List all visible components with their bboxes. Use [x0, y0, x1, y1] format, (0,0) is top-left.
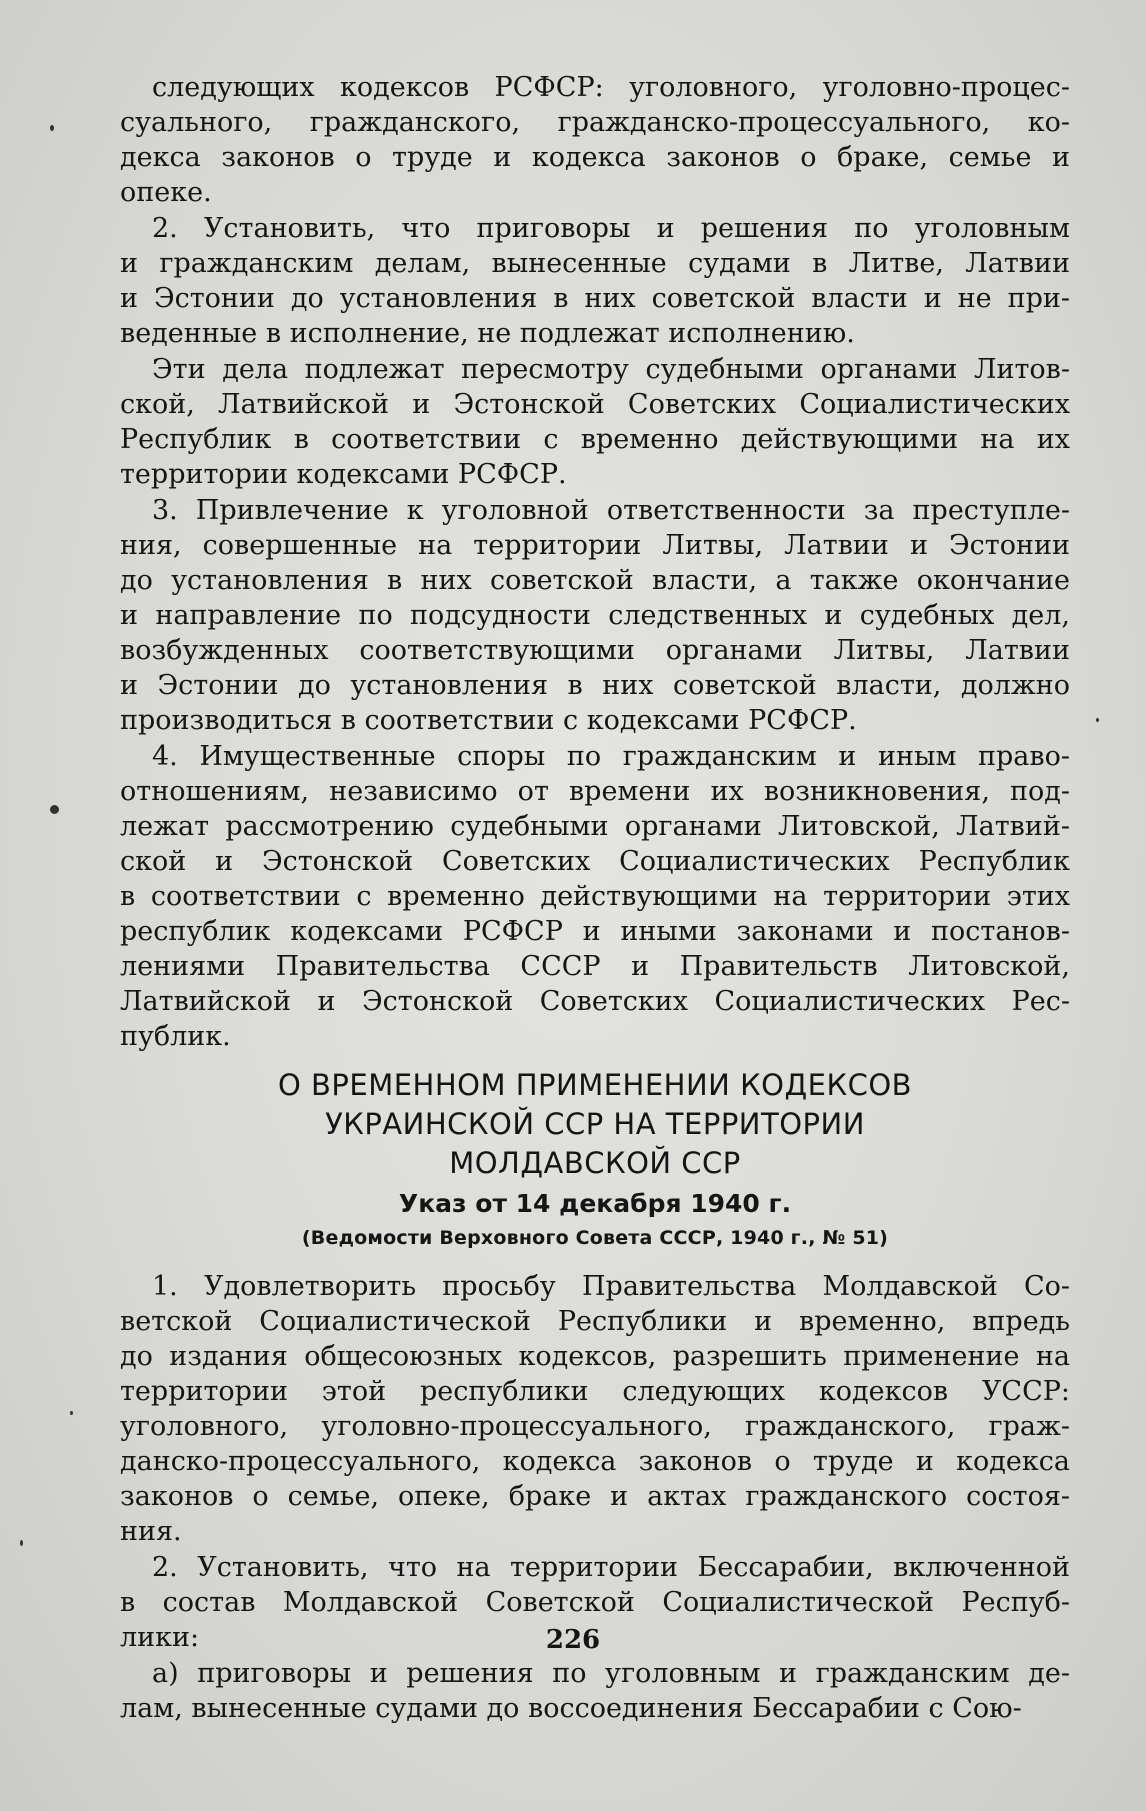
text-line: данско-процессуального, кодекса законов о труде и кодекса — [120, 1446, 1070, 1477]
text-line: республик кодексами РСФСР и иными законами и постанов- — [120, 916, 1070, 947]
text-line: 4. Имущественные споры по гражданским и иным право- — [152, 741, 1070, 772]
page-number: 226 — [545, 1625, 601, 1655]
text-line: в соответствии с временно действующими на территории этих — [120, 881, 1070, 912]
text-line: ния, совершенные на территории Литвы, Латвии и Эстонии — [120, 530, 1070, 561]
print-speck — [50, 125, 54, 131]
decree-source: (Ведомости Верховного Совета СССР, 1940 г., № 51) — [301, 1227, 889, 1249]
paragraphs-bottom — [120, 1269, 1070, 1726]
paragraph — [120, 1269, 1070, 1549]
decree-date: Указ от 14 декабря 1940 г. — [398, 1189, 792, 1218]
text-line: ской и Эстонской Советских Социалистических Республик — [120, 846, 1070, 877]
text-line: лениями Правительства СССР и Правительств Литовской, — [120, 951, 1070, 982]
paragraph — [120, 352, 1070, 492]
text-line: и Эстонии до установления в них советской власти, должно — [120, 670, 1070, 701]
paragraph — [120, 1656, 1070, 1726]
text-line: и Эстонии до установления в них советской власти и не при- — [120, 283, 1070, 314]
text-line: публик. — [120, 1021, 231, 1052]
text-line: территории этой республики следующих кодексов УССР: — [120, 1376, 1070, 1407]
text-line: опеке. — [120, 177, 212, 208]
text-line: Латвийской и Эстонской Советских Социалистических Рес- — [120, 986, 1070, 1017]
heading-line-2: УКРАИНСКОЙ ССР НА ТЕРРИТОРИИ — [325, 1107, 865, 1141]
paragraph — [120, 739, 1070, 1054]
print-speck — [70, 1411, 73, 1415]
text-line: а) приговоры и решения по уголовным и гражданским де- — [152, 1658, 1070, 1689]
text-line: отношениям, независимо от времени их возникновения, под- — [120, 776, 1070, 807]
heading-line-3: МОЛДАВСКОЙ ССР — [449, 1146, 741, 1180]
paragraph — [120, 70, 1070, 210]
text-line: Эти дела подлежат пересмотру судебными органами Литов- — [152, 354, 1070, 385]
print-speck — [20, 1540, 23, 1546]
text-line: производиться в соответствии с кодексами РСФСР. — [120, 705, 857, 736]
text-line: 3. Привлечение к уголовной ответственности за преступле- — [152, 495, 1070, 526]
text-line: ветской Социалистической Республики и временно, впредь — [120, 1306, 1070, 1337]
text-line: до издания общесоюзных кодексов, разрешить применение на — [120, 1341, 1070, 1372]
text-line: до установления в них советской власти, а также окончание — [120, 565, 1070, 596]
text-line: уголовного, уголовно-процессуального, гражданского, граж- — [120, 1411, 1070, 1442]
text-line: ской, Латвийской и Эстонской Советских Социалистических — [120, 389, 1070, 420]
paragraph — [120, 211, 1070, 351]
text-line: суального, гражданского, гражданско-процессуального, ко- — [120, 107, 1070, 138]
text-line: веденные в исполнение, не подлежат исполнению. — [120, 318, 855, 349]
paragraphs-top — [120, 70, 1070, 1054]
heading-line-1: О ВРЕМЕННОМ ПРИМЕНЕНИИ КОДЕКСОВ — [277, 1068, 913, 1102]
print-speck — [50, 805, 59, 814]
text-line: декса законов о труде и кодекса законов о браке, семье и — [120, 142, 1070, 173]
text-line: следующих кодексов РСФСР: уголовного, уголовно-процес- — [152, 72, 1070, 103]
text-line: территории кодексами РСФСР. — [120, 459, 567, 490]
text-line: 1. Удовлетворить просьбу Правительства Молдавской Со- — [152, 1271, 1070, 1302]
text-line: Республик в соответствии с временно действующими на их — [120, 424, 1070, 455]
text-line: лики: — [120, 1622, 200, 1653]
print-speck — [1096, 718, 1099, 722]
page-body — [120, 70, 1070, 1727]
text-line: ния. — [120, 1516, 182, 1547]
text-line: 2. Установить, что приговоры и решения по уголовным — [152, 213, 1070, 244]
text-line: в состав Молдавской Советской Социалистической Респуб- — [120, 1587, 1070, 1618]
text-line: и гражданским делам, вынесенные судами в Литве, Латвии — [120, 248, 1070, 279]
text-line: 2. Установить, что на территории Бессарабии, включенной — [152, 1552, 1070, 1583]
text-line: и направление по подсудности следственных и судебных дел, — [120, 600, 1070, 631]
text-line: лам, вынесенные судами до воссоединения Бессарабии с Сою- — [120, 1693, 1022, 1724]
text-line: лежат рассмотрению судебными органами Литовской, Латвий- — [120, 811, 1070, 842]
section-heading — [120, 1066, 1070, 1183]
text-line: законов о семье, опеке, браке и актах гражданского состоя- — [120, 1481, 1070, 1512]
text-line: возбужденных соответствующими органами Литвы, Латвии — [120, 635, 1070, 666]
paragraph — [120, 493, 1070, 738]
